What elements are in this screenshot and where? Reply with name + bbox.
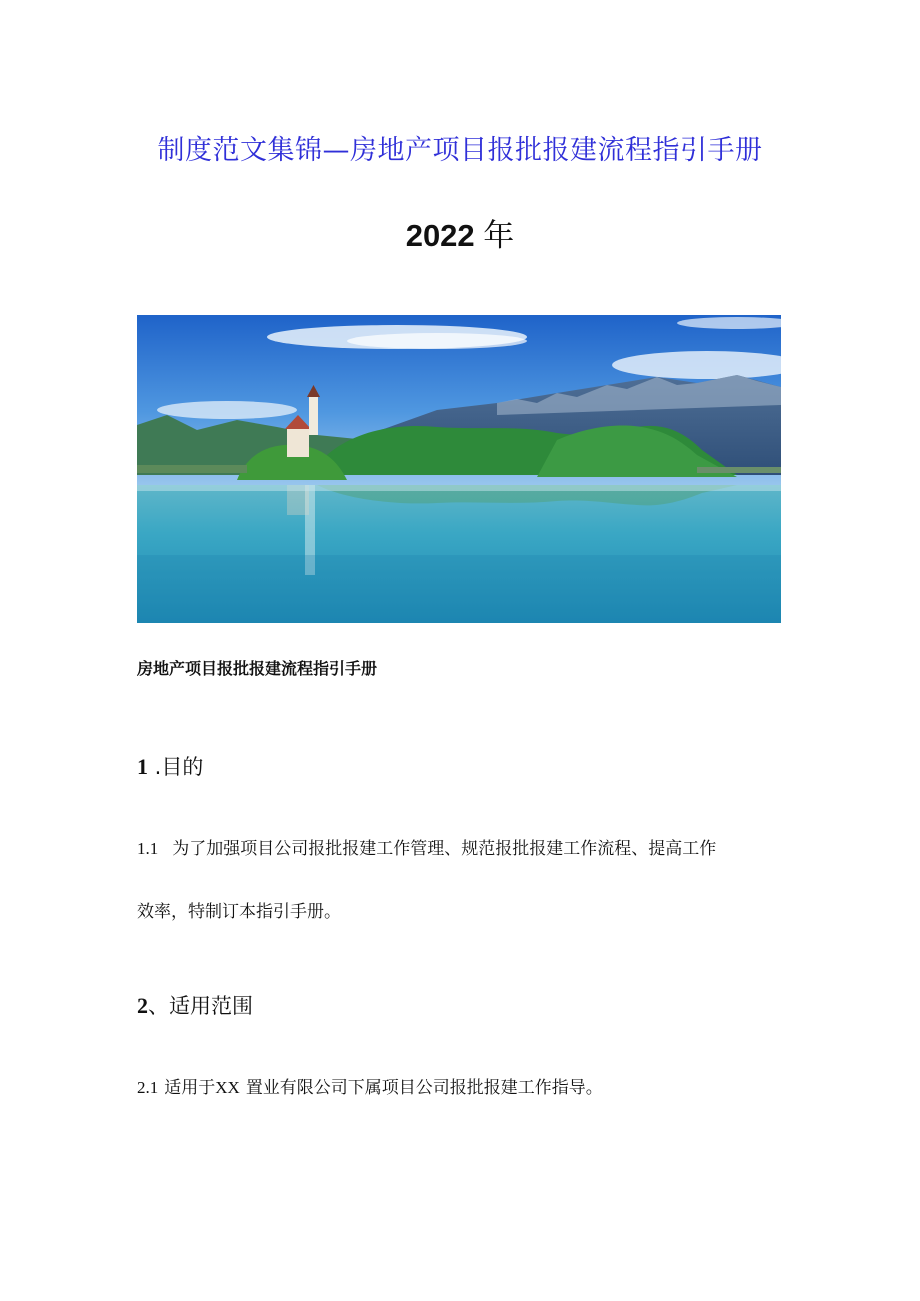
document-title: 制度范文集锦—房地产项目报批报建流程指引手册	[157, 135, 763, 166]
section-2-title: 、适用范围	[148, 994, 253, 1018]
section-2-heading	[137, 990, 253, 1020]
cover-image-lake-landscape	[137, 315, 781, 623]
section-1-title: .目的	[148, 755, 204, 779]
document-subtitle: 房地产项目报批报建流程指引手册	[137, 659, 378, 678]
paragraph-1-1-number: 1.1	[137, 839, 159, 858]
section-2-number: 2	[137, 993, 148, 1018]
paragraph-1-1-line-1	[137, 834, 716, 859]
paragraph-2-1-number: 2.1	[137, 1078, 159, 1097]
paragraph-2-1-prefix: 适用于	[164, 1078, 216, 1098]
paragraph-2-1-text: 置业有限公司下属项目公司报批报建工作指导。	[245, 1078, 603, 1098]
year-number: 2022	[405, 218, 475, 253]
section-1-number: 1	[137, 754, 148, 779]
paragraph-2-1-company-placeholder: XX	[215, 1078, 240, 1097]
year-suffix: 年	[483, 218, 515, 253]
paragraph-1-1-text-line-1: 为了加强项目公司报批报建工作管理、规范报批报建工作流程、提高工作	[172, 839, 717, 859]
paragraph-1-1-line-2: 效率，特制订本指引手册。	[137, 902, 341, 922]
document-year	[0, 210, 920, 255]
paragraph-2-1	[137, 1073, 603, 1098]
section-1-heading	[137, 751, 203, 781]
